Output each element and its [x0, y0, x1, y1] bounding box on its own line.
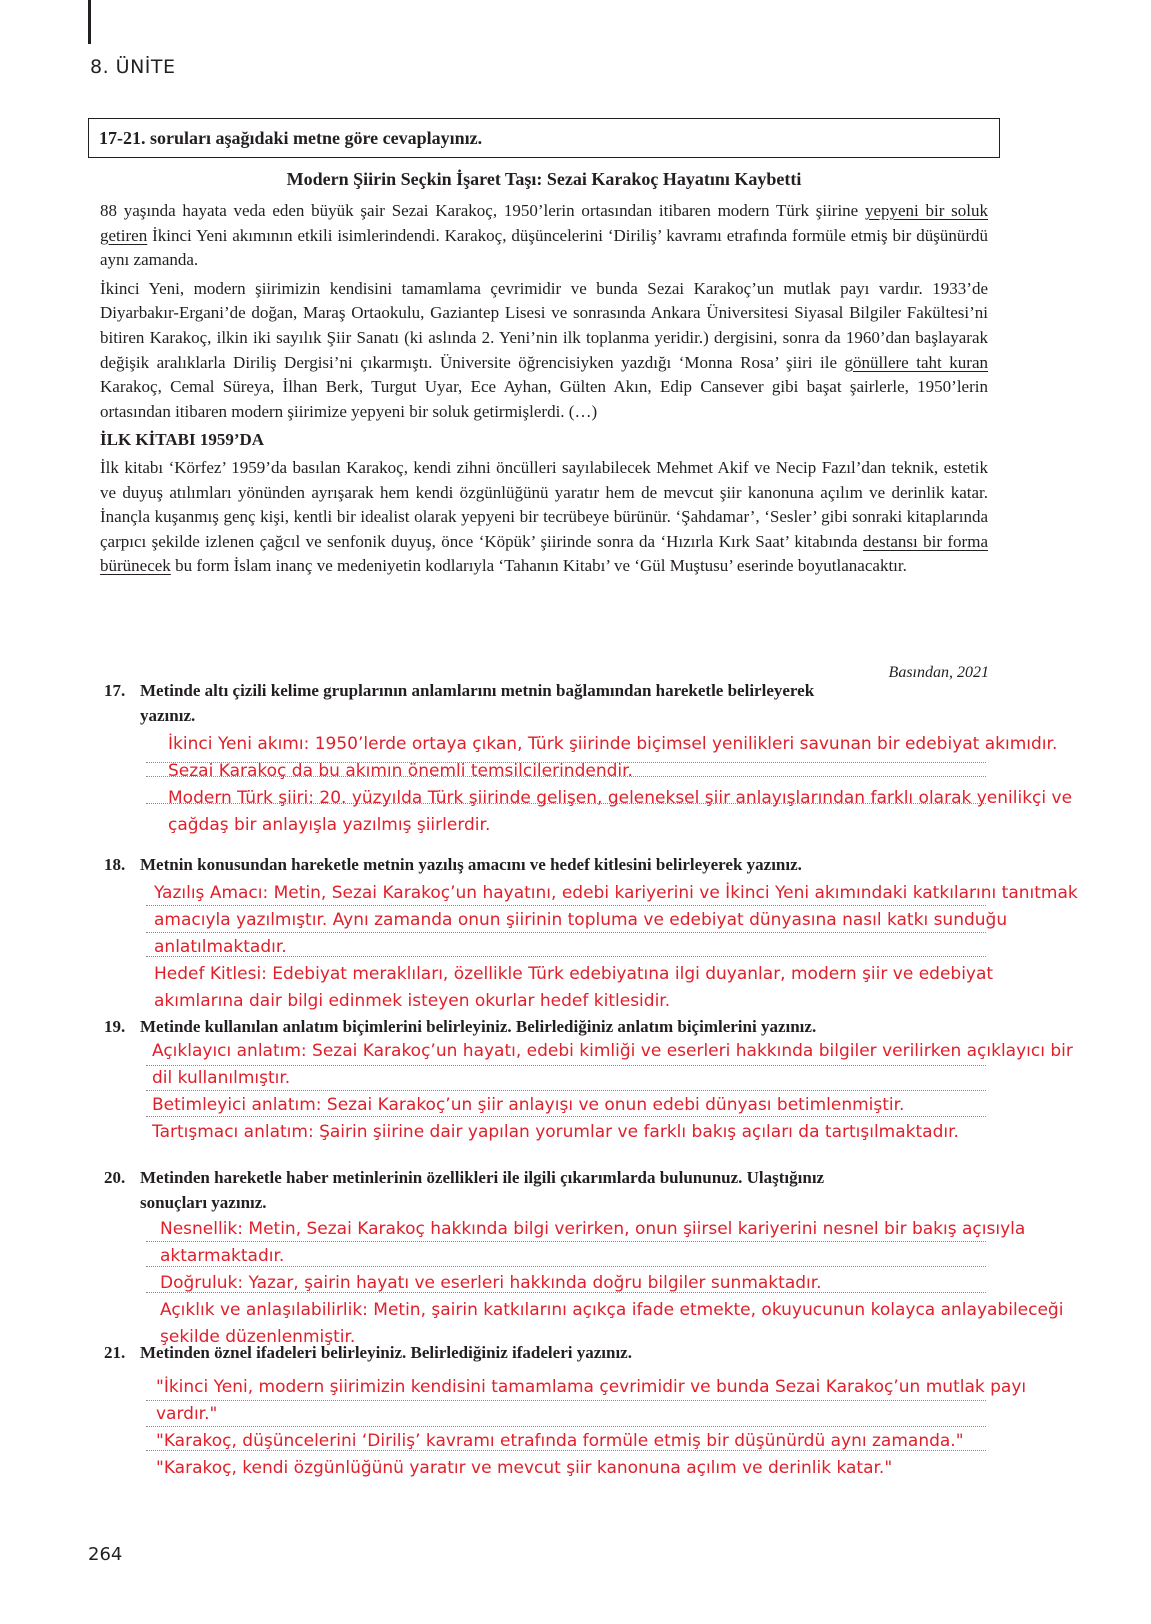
article-source: Basından, 2021 [888, 664, 989, 681]
question-number: 17. [104, 681, 126, 700]
answer-line: vardır." [156, 1404, 218, 1424]
underlined-phrase: gönüllere taht kuran [844, 352, 988, 372]
answer-line: şekilde düzenlenmiştir. [160, 1327, 356, 1347]
text: İkinci Yeni akımının etkili isimlerindendi. Karakoç, düşüncelerini ‘Diriliş’ kavramı etrafında formüle etmiş bir düşünürdü aynı zamanda. [100, 225, 988, 270]
question-text: sonuçları yazınız. [140, 1193, 267, 1212]
answer-line: "Karakoç, düşüncelerini ‘Diriliş’ kavramı etrafında formüle etmiş bir düşünürdü aynı zamanda." [156, 1431, 964, 1451]
question-text: yazınız. [140, 706, 196, 725]
text: İkinci Yeni, modern şiirimizin kendisini tamamlama çevrimidir ve bunda Sezai Karakoç’un mutlak payı vardır. 1933’de Diyarbakır-Ergani’de doğan, Maraş Ortaokulu, Gaziantep Lisesi ve sonrasında Ankara Üniversitesi Siyasal Bilgiler Fakültesi’ni bitiren Karakoç, ilkin iki sayılık Şiir Sanatı (ki aslında 2. Yeni’nin ilk toplanma yeridir.) dergisini, sonra da 1960’dan başlayarak değişik aralıklarla Diriliş Dergisi’ni çıkarmıştı. Üniversite öğrencisiyken yazdığı ‘Monna Rosa’ şiiri ile [100, 278, 988, 372]
answer-18 [154, 880, 1078, 1015]
text: bu form İslam inanç ve medeniyetin kodlarıyla ‘Tahanın Kitabı’ ve ‘Gül Muştusu’ eserinde boyutlanacaktır. [170, 556, 907, 576]
article-paragraph-2 [100, 277, 988, 425]
question-21 [104, 1340, 984, 1366]
answer-19 [152, 1038, 1073, 1146]
answer-17 [168, 731, 1072, 839]
answer-line: Hedef Kitlesi: Edebiyat meraklıları, özellikle Türk edebiyatına ilgi duyanlar, modern şiir ve edebiyat [154, 964, 994, 984]
answer-21 [156, 1374, 1026, 1482]
answer-line: "Karakoç, kendi özgünlüğünü yaratır ve mevcut şiir kanonuna açılım ve derinlik katar." [156, 1458, 893, 1478]
text: Karakoç, Cemal Süreya, İlhan Berk, Turgut Uyar, Ece Ayhan, Gülten Akın, Edip Cansever gibi başat şairlerle, 1950’lerin ortasından itibaren modern şiirimize yepyeni bir soluk getirmişlerdi. (…) [100, 377, 988, 421]
question-20 [104, 1165, 984, 1217]
answer-line: Betimleyici anlatım: Sezai Karakoç’un şiir anlayışı ve onun edebi dünyası betimlenmiştir. [152, 1095, 905, 1115]
article-subheading: İLK KİTABI 1959’DA [100, 430, 265, 450]
answer-line: amacıyla yazılmıştır. Aynı zamanda onun şiirinin topluma ve edebiyat dünyasına nasıl katkı sunduğu [154, 910, 1008, 930]
question-text: Metnin konusundan hareketle metnin yazılış amacını ve hedef kitlesini belirleyerek yazınız. [140, 855, 802, 874]
question-19 [104, 1014, 984, 1040]
text: 88 yaşında hayata veda eden büyük şair Sezai Karakoç, 1950’lerin ortasından itibaren modern Türk şiirine [100, 201, 865, 220]
answer-line: Yazılış Amacı: Metin, Sezai Karakoç’un hayatını, edebi kariyerini ve İkinci Yeni akımındaki katkılarını tanıtmak [154, 883, 1078, 903]
question-18 [104, 852, 984, 878]
question-17 [104, 678, 984, 730]
question-number: 20. [104, 1168, 126, 1187]
answer-line: anlatılmaktadır. [154, 937, 287, 957]
answer-line: Tartışmacı anlatım: Şairin şiirine dair yapılan yorumlar ve farklı bakış açıları da tartışılmaktadır. [152, 1122, 959, 1142]
answer-line: İkinci Yeni akımı: 1950’lerde ortaya çıkan, Türk şiirinde biçimsel yenilikleri savunan bir edebiyat akımıdır. [168, 734, 1058, 754]
article-body [100, 199, 988, 583]
article-paragraph-1 [100, 199, 988, 273]
unit-header: 8. ÜNİTE [90, 56, 176, 78]
article-paragraph-3 [100, 456, 988, 579]
text: İlk kitabı ‘Körfez’ 1959’da basılan Karakoç, kendi zihni öncülleri sayılabilecek Mehmet Akif ve Necip Fazıl’dan teknik, estetik ve duyuş atılımları yönünden ayrışarak hem kendi özgünlüğünü yaratır hem de mevcut şiir kanonuna açılım ve derinlik katar. İnançla kuşanmış genç kişi, kentli bir idealist olarak yepyeni bir tecrübeye bürünür. ‘Şahdamar’, ‘Sesler’ gibi sonraki kitaplarında çarpıcı şekilde izlenen çağcıl ve senfonik duyuş, önce ‘Köpük’ şiirinde sonra da ‘Hızırla Kırk Saat’ kitabında [100, 457, 988, 551]
question-number: 19. [104, 1017, 126, 1036]
question-number: 18. [104, 855, 126, 874]
question-text: Metinden hareketle haber metinlerinin özellikleri ile ilgili çıkarımlarda bulununuz. Ulaştığınız [140, 1168, 825, 1187]
question-text: Metinden öznel ifadeleri belirleyiniz. Belirlediğiniz ifadeleri yazınız. [140, 1343, 632, 1362]
answer-line: Sezai Karakoç da bu akımın önemli temsilcilerindendir. [168, 761, 633, 781]
page-number: 264 [88, 1544, 123, 1565]
answer-line: Doğruluk: Yazar, şairin hayatı ve eserleri hakkında doğru bilgiler sunmaktadır. [160, 1273, 822, 1293]
question-text: Metinde kullanılan anlatım biçimlerini belirleyiniz. Belirlediğiniz anlatım biçimlerini yazınız. [140, 1017, 817, 1036]
answer-line: çağdaş bir anlayışla yazılmış şiirlerdir. [168, 815, 491, 835]
answer-20 [160, 1216, 1063, 1351]
article-headline: Modern Şiirin Seçkin İşaret Taşı: Sezai Karakoç Hayatını Kaybetti [286, 169, 802, 189]
instruction-box: 17-21. soruları aşağıdaki metne göre cevaplayınız. [88, 118, 1000, 158]
question-number: 21. [104, 1343, 126, 1362]
answer-line: "İkinci Yeni, modern şiirimizin kendisini tamamlama çevrimidir ve bunda Sezai Karakoç’un mutlak payı [156, 1377, 1027, 1397]
answer-line: Açıklayıcı anlatım: Sezai Karakoç’un hayatı, edebi kimliği ve eserleri hakkında bilgiler verilirken açıklayıcı bir [152, 1041, 1073, 1061]
margin-bar [88, 0, 91, 44]
question-text: Metinde altı çizili kelime gruplarının anlamlarını metnin bağlamından hareketle belirleyerek [140, 681, 815, 700]
answer-line: Nesnellik: Metin, Sezai Karakoç hakkında bilgi verirken, onun şiirsel kariyerini nesnel bir bakış açısıyla [160, 1219, 1026, 1239]
answer-line: akımlarına dair bilgi edinmek isteyen okurlar hedef kitlesidir. [154, 991, 671, 1011]
underlined-phrase: yepyeni bir soluk getiren [100, 201, 988, 245]
answer-line: Modern Türk şiiri: 20. yüzyılda Türk şiirinde gelişen, geleneksel şiir anlayışlarından farklı olarak yenilikçi ve [168, 788, 1073, 808]
answer-line: dil kullanılmıştır. [152, 1068, 291, 1088]
answer-line: Açıklık ve anlaşılabilirlik: Metin, şairin katkılarını açıkça ifade etmekte, okuyucunun kolayca anlayabileceği [160, 1300, 1064, 1320]
answer-line: aktarmaktadır. [160, 1246, 285, 1266]
underlined-phrase: destansı bir forma bürünecek [100, 531, 988, 576]
